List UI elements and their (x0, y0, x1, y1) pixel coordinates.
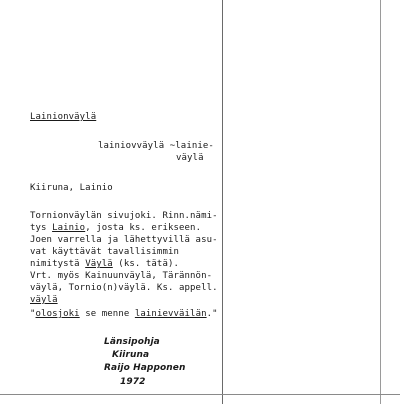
headword: Lainionväylä (30, 112, 97, 122)
body-line-5: nimitystä Väylä (ks. tätä). (30, 259, 180, 269)
forms-line-2: väylä (176, 153, 204, 163)
body-line-4: vat käyttävät tavallisimmin (30, 247, 179, 257)
body-line-2: tys Lainio, josta ks. erikseen. (30, 223, 202, 233)
card-fold-line (222, 0, 223, 404)
card-bottom-edge (0, 394, 400, 395)
signature-place: Kiiruna (112, 350, 150, 360)
form-a: lainiovväylä (98, 141, 165, 151)
ref-lainio: Lainio (52, 223, 86, 233)
body-line-1: Tornionväylän sivujoki. Rinn.nämi- (30, 211, 218, 221)
signature-collector: Raijo Happonen (104, 363, 186, 373)
card-right-edge (380, 0, 381, 404)
body-line-7: väylä, Tornio(n)väylä. Ks. appell. (30, 283, 218, 293)
body-line-6: Vrt. myös Kainuunväylä, Tärännön- (30, 271, 213, 281)
signature-region: Länsipohja (104, 337, 160, 347)
body-line-3: Joen varrella ja lähettyvillä asu- (30, 235, 218, 245)
forms-line-1 (98, 141, 214, 152)
body-line-8: väylä (30, 295, 58, 305)
place-line: Kiiruna, Lainio (30, 183, 113, 193)
form-b: ~lainie- (169, 141, 214, 151)
ref-vayla: Väylä (85, 259, 113, 269)
example-sentence: "olosjoki se menne lainievväilän." (30, 309, 218, 319)
signature-year: 1972 (120, 377, 146, 387)
